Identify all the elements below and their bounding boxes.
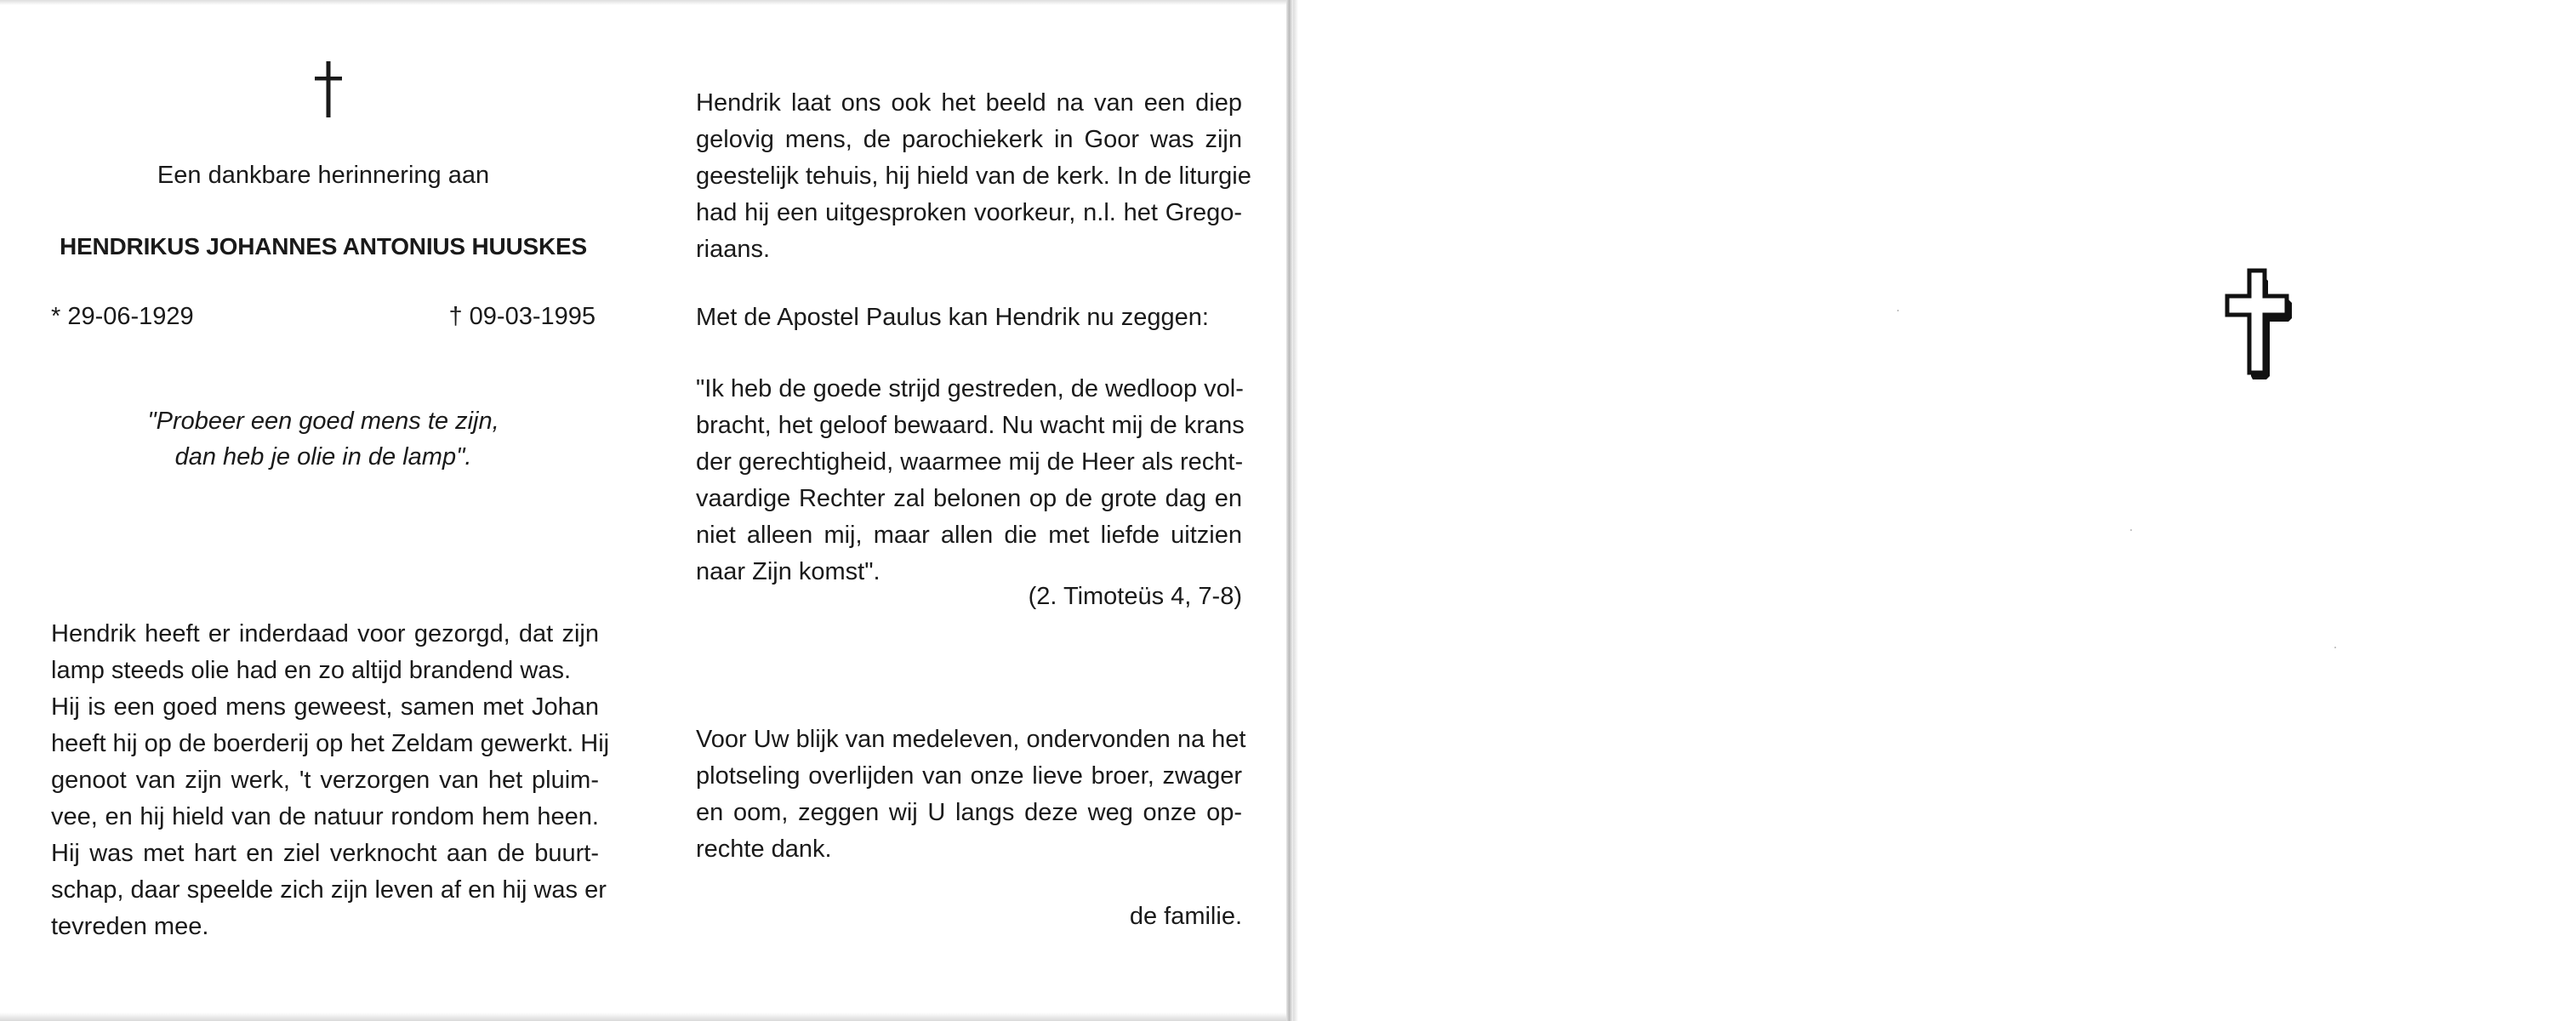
family-signoff: de familie. [1129,903,1242,930]
card-top-edge [0,0,1293,5]
bio-line: Hij is een goed mens geweest, samen met Johan [51,693,599,721]
quote-line: dan heb je olie in de lamp". [174,443,472,471]
card-fold [1286,0,1293,1021]
thanks-paragraph [696,722,1246,868]
quote-line: "Probeer een goed mens te zijn, [147,408,499,435]
faith-line: Hendrik laat ons ook het beeld na van een diep [696,89,1242,117]
scripture-line: bracht, het geloof bewaard. Nu wacht mij de krans [696,412,1245,439]
thanks-line: plotseling overlijden van onze lieve broer, zwager [696,762,1242,790]
thanks-line: en oom, zeggen wij U langs deze weg onze op- [696,799,1242,826]
bio-line: schap, daar speelde zich zijn leven af en hij was er [51,876,607,904]
card-outer-page [1298,0,2576,1021]
motto-quote [51,403,596,475]
card-bottom-edge [0,1012,1293,1021]
birth-date: * 29-06-1929 [51,303,194,330]
paulus-intro [696,299,1242,336]
bio-line: Hendrik heeft er inderdaad voor gezorgd, dat zijn [51,620,599,647]
faith-line: geestelijk tehuis, hij hield van de kerk. In de liturgie [696,163,1251,190]
scripture-quote [696,371,1245,590]
paper-speck [2334,647,2336,648]
paper-speck [1897,310,1899,311]
deceased-name: HENDRIKUS JOHANNES ANTONIUS HUUSKES [60,233,587,260]
faith-line: had hij een uitgesproken voorkeur, n.l. het Grego- [696,199,1242,226]
death-date: † 09-03-1995 [448,303,596,330]
scripture-line: der gerechtigheid, waarmee mij de Heer als recht- [696,448,1244,476]
thanks-line: rechte dank. [696,836,832,863]
scripture-line: niet alleen mij, maar allen die met liefde uitzien [696,522,1242,549]
scripture-line: naar Zijn komst". [696,558,881,585]
paper-speck [2130,529,2132,531]
biography-paragraph [51,616,610,945]
faith-line: riaans. [696,236,771,263]
bio-line: tevreden mee. [51,913,209,940]
scripture-line: "Ik heb de goede strijd gestreden, de wedloop vol- [696,375,1244,402]
life-dates [51,299,596,334]
faith-paragraph [696,85,1251,268]
thanks-line: Voor Uw blijk van medeleven, ondervonden na het [696,726,1246,753]
latin-cross-icon [311,60,345,119]
scripture-line: vaardige Rechter zal belonen op de grote dag en [696,485,1242,512]
paulus-intro-line: Met de Apostel Paulus kan Hendrik nu zeggen: [696,304,1209,331]
bio-line: vee, en hij hield van de natuur rondom hem heen. [51,803,599,830]
bio-line: Hij was met hart en ziel verknocht aan de buurt- [51,840,599,867]
outlined-latin-cross-icon [2217,264,2299,383]
remembrance-intro: Een dankbare herinnering aan [157,162,490,189]
scripture-reference: (2. Timoteüs 4, 7-8) [1028,583,1242,610]
bio-line: heeft hij op de boerderij op het Zeldam gewerkt. Hij [51,730,610,757]
bio-line: lamp steeds olie had en zo altijd brandend was. [51,657,571,684]
faith-line: gelovig mens, de parochiekerk in Goor was zijn [696,126,1242,153]
bio-line: genoot van zijn werk, 't verzorgen van het pluim- [51,767,599,794]
